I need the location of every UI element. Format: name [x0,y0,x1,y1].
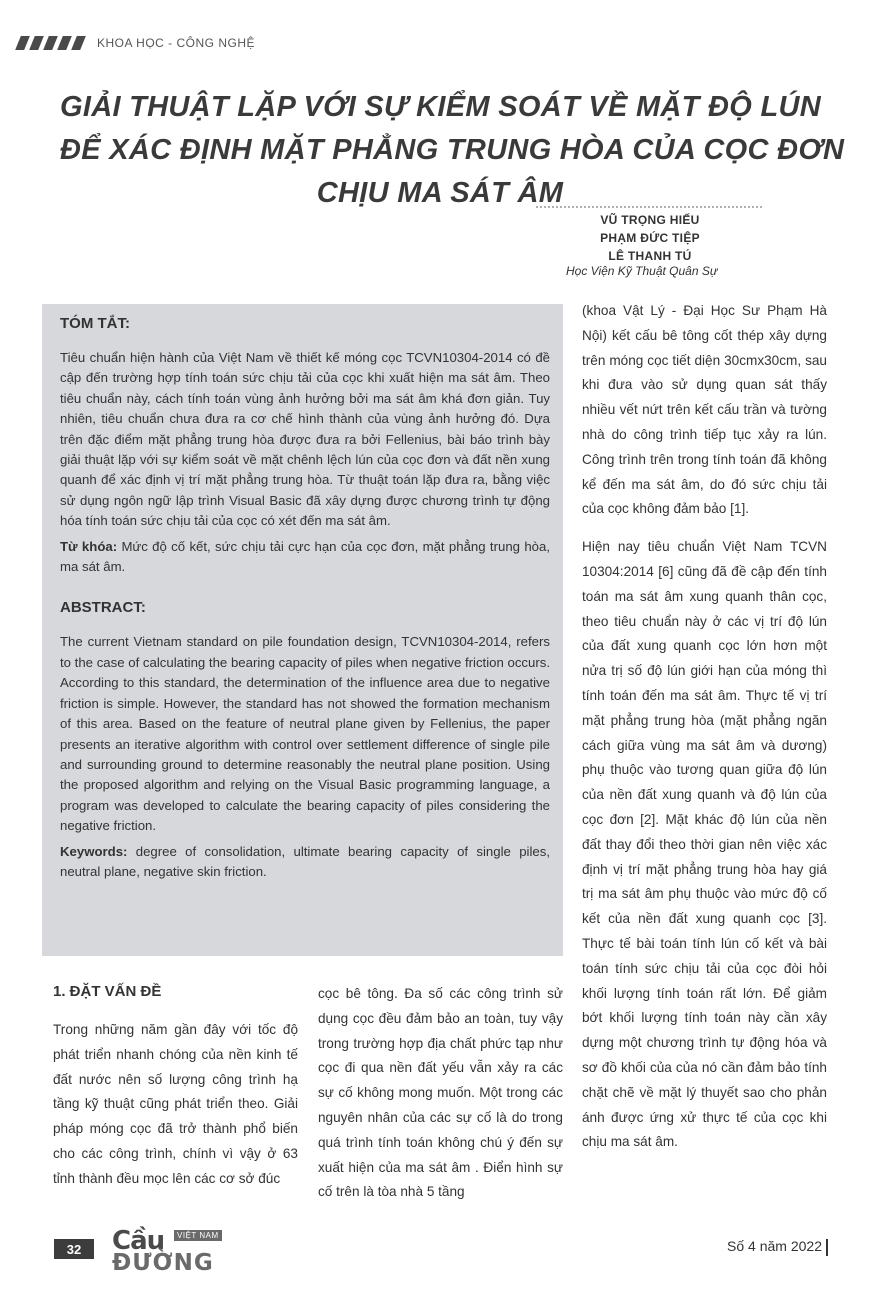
page-number: 32 [54,1239,94,1259]
keywords-en [60,842,550,883]
title-line-2: ĐỂ XÁC ĐỊNH MẶT PHẲNG TRUNG HÒA CỦA CỌC ĐƠN [60,134,845,166]
author-1: VŨ TRỌNG HIẾU [600,213,700,227]
section-heading: 1. ĐẶT VẤN ĐỀ [53,983,162,1000]
keywords-vi-text: Mức độ cố kết, sức chịu tải cực hạn của cọc đơn, mặt phẳng trung hòa, ma sát âm. [60,538,550,575]
affiliation: Học Viện Kỹ Thuật Quân Sự [566,264,718,278]
author-separator [536,206,762,208]
col3-paragraph-2: Hiện nay tiêu chuẩn Việt Nam TCVN 10304:2014 [6] cũng đã đề cập đến tính toán ma sát âm xung quanh thân cọc, theo tiêu chuẩn này ở các vị trí độ lún của đất xung quanh cọc lớn hơn một nửa trị số độ lún giới hạn của móng thì tính toán đến ma sát âm. Thực tế vị trí mặt phẳng trung hòa (mặt phẳng ngăn cách giữa vùng ma sát âm và dương) phụ thuộc vào tương quan giữa độ lún của nền đất xung quanh và độ lún của cọc đơn [2]. Mặt khác độ lún của nền đất thay đổi theo thời gian nên việc xác định vị trí mặt phẳng trung hòa hay giá trị ma sát âm phụ thuộc vào mức độ cố kết của nền đất xung quanh cọc [3]. Thực tế bài toán tính lún cố kết và bài toán tính sức chịu tải của cọc đòi hỏi khối lượng tính toán rất lớn. Để giảm bớt khối lượng tính toán này cần xây dựng một chương trình tự động hóa và sơ đồ khối của của nó cần đảm bảo tính chặt chẽ về mặt lý thuyết sao cho phản ánh được ứng xử thực tế của cọc khi chịu ma sát âm. [582,539,827,1150]
abstract-vi-text: Tiêu chuẩn hiện hành của Việt Nam về thiết kế móng cọc TCVN10304-2014 có đề cập đến trường hợp tính toán sức chịu tải của cọc khi xuất hiện ma sát âm. Theo tiêu chuẩn này, cách tính toán vùng ảnh hưởng bởi ma sát âm khá đơn giản. Tuy nhiên, tiêu chuẩn chưa đưa ra cơ chế hình thành của vùng ảnh hưởng đó. Dựa trên đặc điểm mặt phẳng trung hòa được đưa ra bởi Fellenius, bài báo trình bày giải thuật lặp với sự kiểm soát về mặt chênh lệch lún của cọc đơn và đất nền xung quanh để xác định vị trí mặt phẳng trung hòa. Từ thuật toán lặp đưa ra, bằng việc sử dụng ngôn ngữ lập trình Visual Basic đã xây dựng được chương trình tự động hóa tính toán sức chịu tải của cọc có xét đến ma sát âm. [60,350,550,529]
body-column-3 [582,299,827,1155]
keywords-en-label: Keywords: [60,843,128,859]
col2-paragraph: cọc bê tông. Đa số các công trình sử dụng cọc đều đảm bảo an toàn, tuy vậy trong trường hợp địa chất phức tạp như cọc đi qua nền đất yếu vẫn xảy ra các sự cố không mong muốn. Một trong các nguyên nhân của các sự cố là do trong quá trình tính toán không chú ý đến sự xuất hiện của ma sát âm . Điển hình sự cố trên là tòa nhà 5 tầng [318,986,563,1200]
article-title [60,86,845,215]
logo-badge: VIỆT NAM [174,1230,222,1241]
title-line-1: GIẢI THUẬT LẶP VỚI SỰ KIỂM SOÁT VỀ MẶT ĐỘ LÚN [60,91,821,123]
header-bar [18,34,255,52]
title-line-3: CHỊU MA SÁT ÂM [316,177,564,209]
author-3: LÊ THANH TÚ [608,249,692,263]
authors [520,211,780,265]
abstract-vi-heading: TÓM TẮT: [60,315,130,332]
issue-bar [826,1239,828,1256]
keywords-vi-label: Từ khóa: [60,538,118,554]
magazine-logo [110,1226,228,1274]
author-2: PHẠM ĐỨC TIỆP [600,231,700,245]
abstract-box [42,304,563,956]
keywords-en-text: degree of consolidation, ultimate bearing capacity of single piles, neutral plane, negative skin friction. [60,843,550,879]
body-column-2 [318,982,563,1205]
logo-bottom-text: ĐƯỜNG [112,1250,214,1276]
abstract-en-heading: ABSTRACT: [60,599,146,617]
col1-paragraph: Trong những năm gần đây với tốc độ phát triển nhanh chóng của nền kinh tế đất nước nên số lượng công trình hạ tầng kỹ thuật cũng phát triển theo. Giải pháp móng cọc đã trở thành phổ biến cho các công trình, chính vì vậy ở 63 tỉnh thành đều mọc lên các cơ sở đúc [53,1022,298,1186]
section-label: KHOA HỌC - CÔNG NGHỆ [97,36,256,50]
body-column-1 [53,1018,298,1192]
keywords-vi [60,537,550,578]
logo-top-text: Cầu [112,1226,165,1256]
abstract-en-text: The current Vietnam standard on pile foundation design, TCVN10304-2014, refers to the case of calculating the bearing capacity of piles when negative friction occurs. According to this standard, the determination of the influence area due to negative friction is simple. However, the standard has not showed the formation mechanism of this area. Based on the feature of neutral plane given by Fellenius, the paper presents an iterative algorithm with control over settlement difference of single pile and surrounding ground to determine reasonably the neutral plane position. Using the proposed algorithm and relying on the Visual Basic programming language, a program was developed to calculate the bearing capacity of piles considering the negative friction. [60,634,550,834]
header-slashes [18,36,83,50]
col3-paragraph-1: (khoa Vật Lý - Đại Học Sư Phạm Hà Nội) kết cấu bê tông cốt thép xây dựng trên móng cọc tiết diện 30cmx30cm, sau khi đưa vào sử dụng quan sát thấy nhiều vết nứt trên kết cấu trần và tường nhà do công trình tiếp tục xảy ra lún. Công trình trên trong tính toán đã không kể đến ma sát âm, do đó sức chịu tải của cọc không đảm bảo [1]. [582,303,827,517]
issue-label: Số 4 năm 2022 [727,1238,822,1254]
